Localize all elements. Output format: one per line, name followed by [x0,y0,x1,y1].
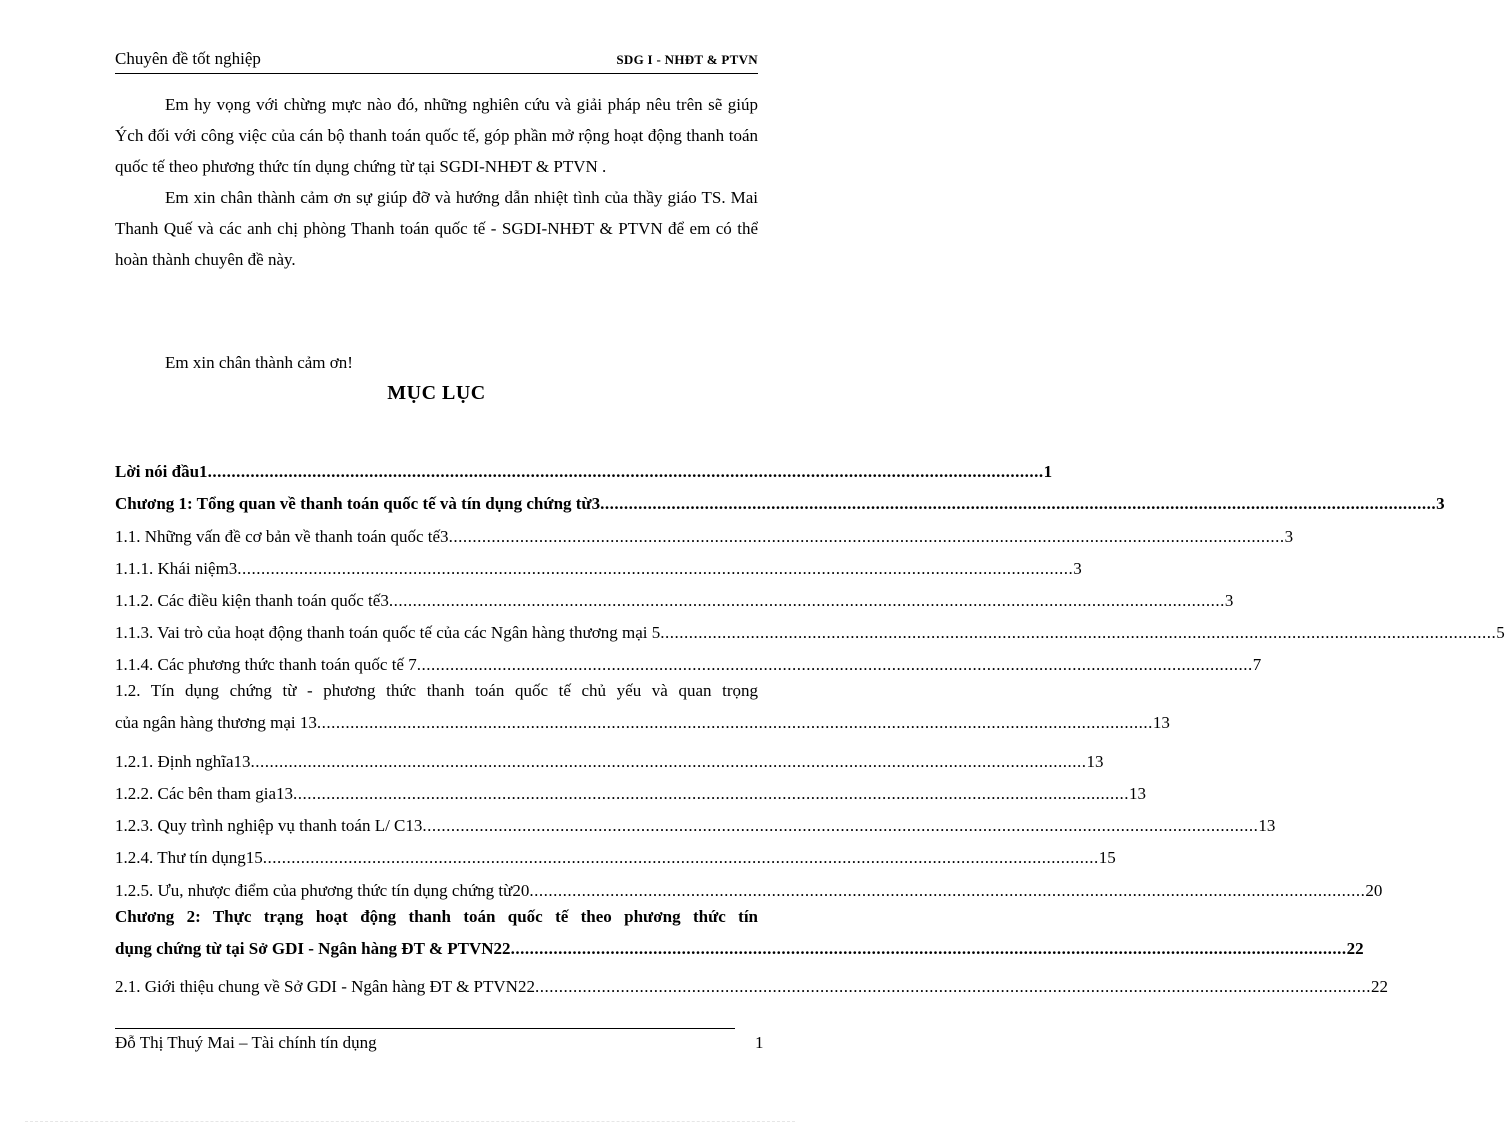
toc-entry[interactable] [115,965,1388,997]
toc-entry-page: 3 [1436,494,1445,514]
toc-entry-page: 5 [1496,623,1505,643]
toc-entry-label: 1.2.5. Ưu, nhược điểm của phương thức tín dụng chứng từ20 [115,880,530,900]
header-institution: SDG I - NHĐT & PTVN [616,52,758,67]
toc-entry-page: 3 [1284,526,1294,546]
toc-entry-page: 13 [1258,816,1276,836]
toc-entry[interactable] [115,514,1294,546]
toc-entry-label: 1.1.3. Vai trò của hoạt động thanh toán quốc tế của các Ngân hàng thương mại 5 [115,623,661,643]
toc-entry-label-line-1: Chương 2: Thực trạng hoạt động thanh toán quốc tế theo phương thức tín [115,906,758,926]
header-document-type: Chuyên đề tốt nghiệp [115,49,261,68]
toc-entry-page: 7 [1252,655,1262,675]
toc-entry-label: 1.1. Những vấn đề cơ bản về thanh toán quốc tế3 [115,526,449,546]
toc-entry[interactable] [115,547,1082,579]
toc-leader: ................................................................................................................................................................................ [510,938,1347,958]
toc-entry[interactable] [115,804,1276,836]
toc-entry[interactable] [115,772,1146,804]
toc-entry-wrapped[interactable] [115,901,1364,965]
toc-leader: ................................................................................................................................................................................ [448,526,1285,546]
intro-paragraph-1: Em hy vọng với chừng mực nào đó, những nghiên cứu và giải pháp nêu trên sẽ giúp Ých đối với công việc của cán bộ thanh toán quốc tế, góp phần mở rộng hoạt động thanh toán quốc tế theo phương thức tín dụng chứng từ tại SGDI-NHĐT & PTVN . [115,95,758,176]
toc-leader: ................................................................................................................................................................................ [388,590,1225,610]
page-header [115,49,758,74]
toc-entry-page: 13 [1152,713,1170,733]
toc-leader: ................................................................................................................................................................................ [660,623,1497,643]
toc-entry-line-2 [115,933,1364,965]
table-of-contents [115,450,1505,997]
toc-entry-page: 22 [1370,977,1388,997]
toc-entry-wrapped[interactable] [115,675,1170,739]
toc-leader: ................................................................................................................................................................................ [237,558,1074,578]
toc-entry-page: 3 [1224,590,1234,610]
toc-leader: ................................................................................................................................................................................ [416,655,1253,675]
toc-leader: ................................................................................................................................................................................ [316,713,1153,733]
toc-entry-page: 22 [1346,938,1364,958]
toc-entry-label: Lời nói đầu1 [115,462,208,482]
toc-entry-label: 1.2.3. Quy trình nghiệp vụ thanh toán L/ C13 [115,816,423,836]
intro-section [115,89,758,275]
toc-entry-line-2 [115,708,1170,740]
toc-entry[interactable] [115,450,1053,482]
thanks-line: Em xin chân thành cảm ơn! [165,353,353,372]
toc-entry[interactable] [115,482,1445,514]
footer-page-number: 1 [755,1033,764,1052]
toc-entry-label-line-2: dụng chứng từ tại Sở GDI - Ngân hàng ĐT & PTVN22 [115,938,511,958]
toc-entry-page: 3 [1073,558,1082,578]
toc-entry-label: 2.1. Giới thiệu chung về Sở GDI - Ngân hàng ĐT & PTVN22 [115,977,535,997]
toc-entry-page: 15 [1098,848,1116,868]
toc-entry-page: 20 [1365,880,1383,900]
toc-title: MỤC LỤC [387,382,486,404]
toc-entry[interactable] [115,868,1383,900]
toc-leader: ................................................................................................................................................................................ [293,784,1129,804]
toc-entry-label: 1.2.4. Thư tín dụng15 [115,848,263,868]
toc-entry-label: 1.2.2. Các bên tham gia13 [115,784,293,804]
toc-entry-label: Chương 1: Tổng quan về thanh toán quốc tế và tín dụng chứng từ3 [115,494,601,514]
toc-leader: ................................................................................................................................................................................ [262,848,1099,868]
toc-entry[interactable] [115,643,1262,675]
toc-entry-page: 13 [1086,751,1104,771]
toc-leader: ................................................................................................................................................................................ [600,494,1437,514]
footer-author: Đỗ Thị Thuý Mai – Tài chính tín dụng [115,1033,377,1052]
toc-entry-label: 1.1.4. Các phương thức thanh toán quốc tế 7 [115,655,417,675]
toc-entry[interactable] [115,611,1505,643]
toc-entry-label: 1.1.1. Khái niệm3 [115,558,238,578]
toc-leader: ................................................................................................................................................................................ [529,880,1366,900]
toc-entry[interactable] [115,836,1116,868]
footer-rule [115,1028,735,1029]
toc-entry[interactable] [115,740,1104,772]
toc-entry-label: 1.1.2. Các điều kiện thanh toán quốc tế3 [115,590,389,610]
toc-entry-page: 13 [1129,784,1146,804]
toc-entry[interactable] [115,579,1234,611]
toc-leader: ................................................................................................................................................................................ [207,462,1044,482]
toc-leader: ................................................................................................................................................................................ [250,751,1087,771]
toc-leader: ................................................................................................................................................................................ [534,977,1371,997]
toc-entry-label-line-1: 1.2. Tín dụng chứng từ - phương thức thanh toán quốc tế chủ yếu và quan trọng [115,681,758,701]
toc-entry-page: 1 [1043,462,1053,482]
toc-entry-label-line-2: của ngân hàng thương mại 13 [115,713,317,733]
toc-entry-label: 1.2.1. Định nghĩa13 [115,751,251,771]
page-boundary [25,1121,795,1122]
toc-leader: ................................................................................................................................................................................ [422,816,1259,836]
intro-paragraph-2: Em xin chân thành cảm ơn sự giúp đỡ và hướng dẫn nhiệt tình của thầy giáo TS. Mai Thanh Quế và các anh chị phòng Thanh toán quốc tế - SGDI-NHĐT & PTVN để em có thể hoàn thành chuyên đề này. [115,188,758,269]
